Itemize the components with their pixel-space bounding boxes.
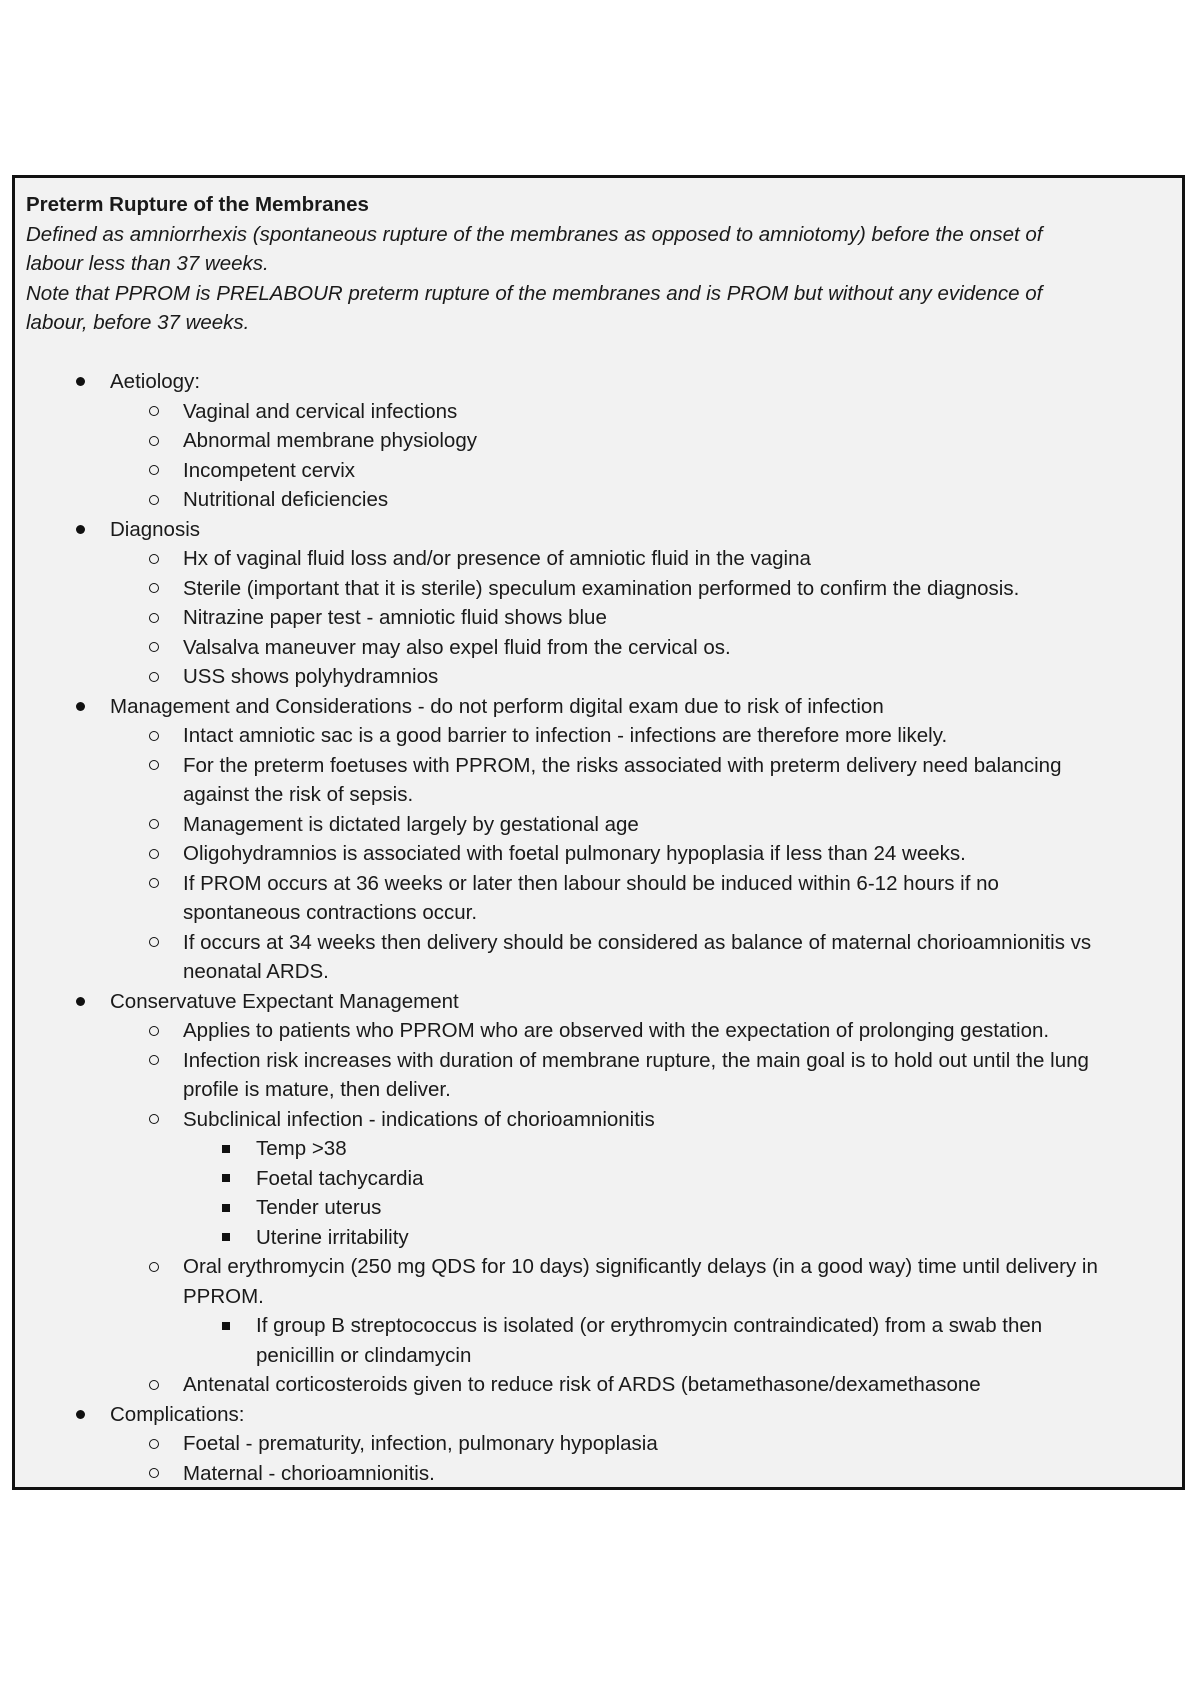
list-item-text: Foetal tachycardia — [256, 1166, 424, 1190]
list-item-text: spontaneous contractions occur. — [183, 901, 478, 924]
list-item-text: against the risk of sepsis. — [183, 783, 414, 806]
list-item-text: Infection risk increases with duration of membrane rupture, the main goal is to hold out until the lung — [183, 1048, 1089, 1072]
bullet-circle-icon — [149, 1252, 159, 1282]
bullet-square-icon — [222, 1223, 230, 1253]
bullet-square-icon — [222, 1311, 230, 1341]
document-box — [12, 175, 1185, 1490]
list-item — [26, 1105, 1170, 1135]
list-item-text: Management and Considerations - do not perform digital exam due to risk of infection — [110, 694, 884, 718]
list-item — [26, 1164, 1170, 1194]
list-item — [26, 928, 1170, 987]
list-item — [26, 1134, 1170, 1164]
intro-line: Note that PPROM is PRELABOUR preterm rupture of the membranes and is PROM but without any evidence of — [26, 281, 1043, 305]
intro-line: labour, before 37 weeks. — [26, 311, 250, 334]
list-item-text: Valsalva maneuver may also expel fluid from the cervical os. — [183, 635, 731, 659]
list-item-text: Tender uterus — [256, 1196, 382, 1219]
bullet-circle-icon — [149, 928, 159, 958]
list-item-text: Diagnosis — [110, 517, 201, 541]
bullet-circle-icon — [149, 1046, 159, 1076]
bullet-circle-icon — [149, 633, 159, 663]
list-item — [26, 987, 1170, 1017]
bullet-square-icon — [222, 1164, 230, 1194]
list-item-text: Maternal - chorioamnionitis. — [183, 1461, 435, 1485]
list-item — [26, 751, 1170, 810]
list-item-text: Oligohydramnios is associated with foetal pulmonary hypoplasia if less than 24 weeks. — [183, 842, 966, 865]
list-item-text: neonatal ARDS. — [183, 960, 329, 983]
list-item-text: Subclinical infection - indications of chorioamnionitis — [183, 1107, 655, 1131]
list-item — [26, 397, 1170, 427]
bullet-circle-icon — [149, 751, 159, 781]
bullet-disc-icon — [76, 692, 85, 722]
list-item — [26, 426, 1170, 456]
list-item-text: For the preterm foetuses with PPROM, the risks associated with preterm delivery need balancing — [183, 753, 1062, 777]
list-item-text: Uterine irritability — [256, 1225, 409, 1249]
list-item-text: profile is mature, then deliver. — [183, 1078, 451, 1101]
list-item-text: If group B streptococcus is isolated (or erythromycin contraindicated) from a swab then — [256, 1314, 1043, 1337]
list-item-text: Management is dictated largely by gestational age — [183, 812, 639, 836]
bullet-circle-icon — [149, 397, 159, 427]
list-item-text: Complications: — [110, 1402, 245, 1426]
list-item — [26, 574, 1170, 604]
bullet-circle-icon — [149, 456, 159, 486]
list-item — [26, 603, 1170, 633]
list-item-text: USS shows polyhydramnios — [183, 665, 439, 688]
list-item — [26, 721, 1170, 751]
list-item-text: penicillin or clindamycin — [256, 1343, 472, 1367]
bullet-disc-icon — [76, 515, 85, 545]
bullet-circle-icon — [149, 426, 159, 456]
list-item — [26, 1459, 1170, 1489]
list-item-text: Incompetent cervix — [183, 458, 356, 482]
bullet-circle-icon — [149, 839, 159, 869]
bullet-list — [26, 367, 1170, 1488]
list-item-text: PPROM. — [183, 1284, 264, 1308]
list-item — [26, 1370, 1170, 1400]
bullet-circle-icon — [149, 662, 159, 692]
list-item — [26, 515, 1170, 545]
list-item — [26, 1429, 1170, 1459]
list-item — [26, 1400, 1170, 1430]
document-title: Preterm Rupture of the Membranes — [26, 193, 369, 216]
list-item-text: Foetal - prematurity, infection, pulmonary hypoplasia — [183, 1432, 658, 1455]
bullet-circle-icon — [149, 869, 159, 899]
list-item-text: Antenatal corticosteroids given to reduce risk of ARDS (betamethasone/dexamethasone — [183, 1373, 981, 1396]
list-item-text: If PROM occurs at 36 weeks or later then labour should be induced within 6-12 hours if no — [183, 871, 999, 895]
list-item — [26, 692, 1170, 722]
bullet-circle-icon — [149, 721, 159, 751]
list-item — [26, 544, 1170, 574]
list-item-text: Vaginal and cervical infections — [183, 399, 458, 423]
list-item-text: Temp >38 — [256, 1137, 347, 1160]
list-item-text: Abnormal membrane physiology — [183, 429, 477, 452]
list-item — [26, 1046, 1170, 1105]
list-item-text: Hx of vaginal fluid loss and/or presence of amniotic fluid in the vagina — [183, 547, 811, 570]
list-item — [26, 1016, 1170, 1046]
list-item-text: Oral erythromycin (250 mg QDS for 10 days) significantly delays (in a good way) time until delivery in — [183, 1255, 1098, 1278]
list-item-text: Conservatuve Expectant Management — [110, 989, 459, 1013]
bullet-disc-icon — [76, 367, 85, 397]
bullet-circle-icon — [149, 810, 159, 840]
bullet-circle-icon — [149, 603, 159, 633]
list-item — [26, 633, 1170, 663]
list-item — [26, 367, 1170, 397]
list-item-text: Aetiology: — [110, 370, 201, 393]
list-item — [26, 662, 1170, 692]
list-item-text: Applies to patients who PPROM who are observed with the expectation of prolonging gestation. — [183, 1019, 1050, 1042]
list-item-text: Nitrazine paper test - amniotic fluid shows blue — [183, 606, 607, 629]
list-item — [26, 1193, 1170, 1223]
list-item — [26, 456, 1170, 486]
intro-paragraph — [26, 220, 1170, 338]
list-item — [26, 485, 1170, 515]
list-item — [26, 1223, 1170, 1253]
list-item-text: Intact amniotic sac is a good barrier to infection - infections are therefore more likely. — [183, 724, 948, 747]
intro-line: labour less than 37 weeks. — [26, 252, 269, 275]
list-item — [26, 869, 1170, 928]
bullet-circle-icon — [149, 574, 159, 604]
list-item — [26, 1252, 1170, 1311]
bullet-circle-icon — [149, 1429, 159, 1459]
bullet-square-icon — [222, 1134, 230, 1164]
bullet-circle-icon — [149, 1370, 159, 1400]
bullet-circle-icon — [149, 485, 159, 515]
intro-line: Defined as amniorrhexis (spontaneous rupture of the membranes as opposed to amniotomy) before the onset of — [26, 222, 1043, 246]
bullet-circle-icon — [149, 1016, 159, 1046]
bullet-circle-icon — [149, 1459, 159, 1489]
list-item — [26, 839, 1170, 869]
list-item-text: Nutritional deficiencies — [183, 488, 389, 511]
spacer — [26, 338, 1170, 368]
bullet-square-icon — [222, 1193, 230, 1223]
list-item — [26, 810, 1170, 840]
list-item — [26, 1311, 1170, 1370]
list-item-text: Sterile (important that it is sterile) speculum examination performed to confirm the diagnosis. — [183, 576, 1020, 600]
bullet-circle-icon — [149, 544, 159, 574]
list-item-text: If occurs at 34 weeks then delivery should be considered as balance of maternal chorioamnionitis vs — [183, 930, 1092, 954]
bullet-disc-icon — [76, 1400, 85, 1430]
bullet-disc-icon — [76, 987, 85, 1017]
bullet-circle-icon — [149, 1105, 159, 1135]
